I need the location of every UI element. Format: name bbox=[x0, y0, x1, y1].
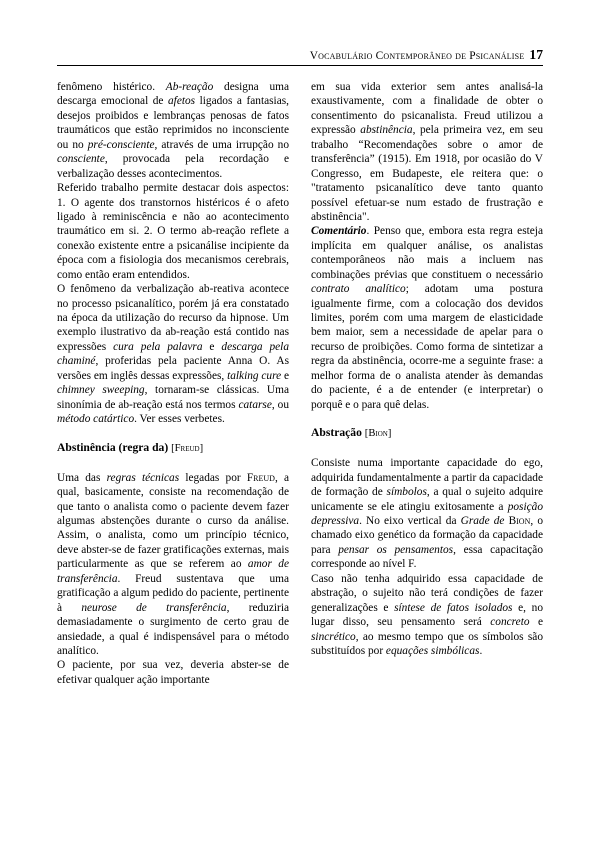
spacer bbox=[311, 442, 543, 456]
paragraph: O paciente, por sua vez, deveria abster-se de efetivar qualquer ação importante bbox=[57, 659, 289, 686]
header-rule bbox=[57, 65, 543, 66]
spacer bbox=[311, 412, 543, 426]
paragraph: Uma das regras técnicas legadas por Freud, a qual, basicamente, consiste na recomendação de que tanto o analista como o paciente devem fazer algumas abstenções durante o curso da análise. Assim, o analista, como um princípio técnico, deve abster-se de fazer gratificações externas, mais particularmente as que se referem ao amor de transferência. Freud sustentava que uma gratificação a algum pedido do paciente, pertinente à neurose de transferência, reduziria demasiadamente o surgimento de certo grau de ansiedade, a qual é indispensável para o método analítico. bbox=[57, 471, 289, 657]
paragraph: Referido trabalho permite destacar dois aspectos: 1. O agente dos transtornos histéricos é o afeto ligado à reminiscência e não ao acontecimento traumático em si. 2. O termo ab-reação reflete a conexão existente entre a psicanálise incipiente da época com a fisiologia dos mecanismos cerebrais, como então eram entendidos. bbox=[57, 182, 289, 281]
running-head bbox=[57, 46, 543, 64]
paragraph: fenômeno histérico. Ab-reação designa uma descarga emocional de afetos ligados a fantasias, desejos proibidos e lembranças penosas de fatos traumáticos que estão reprimidos no inconsciente ou no pré-consciente, através de uma irrupção no consciente, provocada pela recordação e verbalização desses acontecimentos. bbox=[57, 81, 289, 180]
entry-heading-abstinencia bbox=[57, 441, 289, 456]
body-columns bbox=[57, 80, 544, 840]
spacer bbox=[57, 427, 289, 441]
paragraph: Consiste numa importante capacidade do ego, adquirida fundamentalmente a partir da capacidade de formação de símbolos, a qual o sujeito adquire unicamente se ele atingiu exitosamente a posição depressiva. No eixo vertical da Grade de Bion, o chamado eixo genético da formação da capacidade para pensar os pensamentos, essa capacitação corresponde ao nível F. bbox=[311, 457, 544, 571]
entry-title: Abstinência (regra da) bbox=[57, 440, 169, 454]
entry-heading-abstracao bbox=[311, 426, 543, 441]
paragraph: O fenômeno da verbalização ab-reativa acontece no processo psicanalítico, porém já era constatado na época da utilização do recurso da hipnose. Um exemplo ilustrativo da ab-reação está contido nas expressões cura pela palavra e descarga pela chaminé, proferidas pela paciente Anna O. As versões em inglês dessas expressões, talking cure e chimney sweeping, tornaram-se clássicas. Uma sinonímia de ab-reação está nos termos catarse, ou método catártico. Ver esses verbetes. bbox=[57, 283, 290, 426]
paragraph: Caso não tenha adquirido essa capacidade de abstração, o sujeito não terá condições de fazer generalizações e síntese de fatos isolados e, no lugar disso, seu pensamento será concreto e sincrético, ao mesmo tempo que os símbolos são substituídos por equações simbólicas. bbox=[311, 572, 543, 657]
paragraph-comentario: Comentário. Penso que, embora esta regra esteja implícita em qualquer análise, os analistas contemporâneos não mais a incluem nas combinações prévias que constituem o necessário contrato analítico; adotam uma postura igualmente firme, com a colocação dos devidos limites, porém com uma margem de elasticidade bem maior, sem a necessidade de apelar para o recurso de proibições. Como forma de sintetizar a regra da abstinência, ocorre-me a seguinte frase: a melhor forma de o analista atender às demandas do paciente, é a de entender (e interpretar) o porquê e o para quê delas. bbox=[311, 225, 543, 411]
page-number: 17 bbox=[529, 47, 543, 62]
entry-attribution: [Freud] bbox=[171, 442, 204, 454]
running-head-title: Vocabulário Contemporâneo de Psicanálise bbox=[309, 50, 525, 62]
entry-title: Abstração bbox=[311, 426, 362, 440]
column-left bbox=[57, 80, 289, 840]
column-right bbox=[311, 80, 543, 840]
entry-attribution: [Bion] bbox=[364, 428, 392, 440]
spacer bbox=[57, 456, 289, 470]
paragraph: em sua vida exterior sem antes analisá-la exaustivamente, com a finalidade de obter o consentimento do psicanalista. Freud utilizou a expressão abstinência, pela primeira vez, em seu trabalho “Recomendações sobre o amor de transferência” (1915). Em 1918, por ocasião do V Congresso, em Budapeste, ele reitera que: o "tratamento psicanalítico deve tanto quanto possível efetuar-se num estado de frustração e abstinência". bbox=[311, 81, 544, 223]
